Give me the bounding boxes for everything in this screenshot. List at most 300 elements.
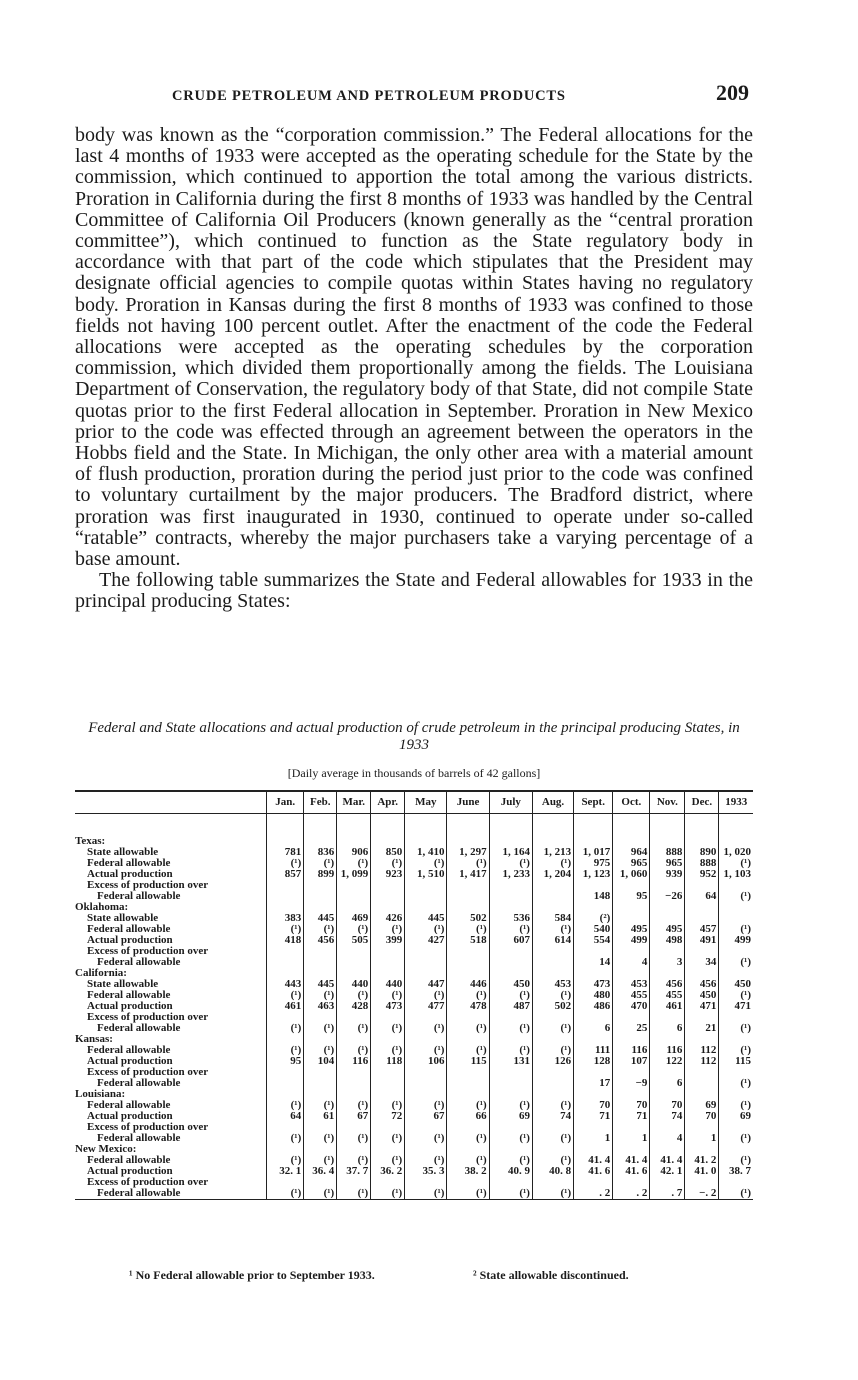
row-label: Actual production	[87, 935, 173, 946]
table-cell: (¹)	[532, 1133, 573, 1144]
table-cell: (¹)	[405, 858, 447, 869]
table-cell: (¹)	[304, 1045, 337, 1056]
column-header: May	[405, 791, 447, 814]
column-header: July	[489, 791, 532, 814]
column-header: Feb.	[304, 791, 337, 814]
table-cell	[304, 891, 337, 902]
row-label: Louisiana:	[75, 1089, 126, 1100]
column-header: Aug.	[532, 791, 573, 814]
table-cell: 14	[574, 957, 613, 968]
table-cell: 445	[405, 913, 447, 924]
table-cell: 71	[613, 1111, 650, 1122]
table-cell: 74	[650, 1111, 685, 1122]
table-cell: (¹)	[532, 1100, 573, 1111]
table-cell	[650, 902, 685, 913]
row-label: Actual production	[87, 1166, 173, 1177]
table-cell: 41. 4	[574, 1155, 613, 1166]
table-row	[75, 1089, 753, 1100]
table-cell	[532, 946, 573, 957]
table-cell: 1, 510	[405, 869, 447, 880]
table-cell: 41. 4	[613, 1155, 650, 1166]
table-cell	[337, 1067, 371, 1078]
table-cell	[304, 880, 337, 891]
table-cell	[304, 946, 337, 957]
table-row	[75, 1144, 753, 1155]
table-cell	[405, 1067, 447, 1078]
table-cell: 427	[405, 935, 447, 946]
table-cell: 607	[489, 935, 532, 946]
table-cell: (¹)	[267, 1155, 304, 1166]
table-row	[75, 979, 753, 990]
table-cell: (¹)	[489, 924, 532, 935]
table-cell: 426	[371, 913, 405, 924]
table-cell: 498	[650, 935, 685, 946]
table-cell	[337, 891, 371, 902]
table-cell	[405, 891, 447, 902]
table-row	[75, 891, 753, 902]
table-cell: 453	[532, 979, 573, 990]
table-cell: 857	[267, 869, 304, 880]
column-header-stub	[75, 791, 267, 814]
table-cell: (¹)	[371, 1023, 405, 1034]
table-cell: 1, 123	[574, 869, 613, 880]
table-cell: 38. 2	[447, 1166, 489, 1177]
table-cell: 1, 297	[447, 847, 489, 858]
page-number: 209	[716, 80, 749, 105]
row-label: Excess of production over	[87, 1067, 209, 1078]
table-cell	[489, 946, 532, 957]
table-cell: (¹)	[267, 1133, 304, 1144]
table-cell	[447, 1078, 489, 1089]
table-cell: 70	[650, 1100, 685, 1111]
table-cell: (¹)	[447, 990, 489, 1001]
table-cell: 499	[719, 935, 753, 946]
table-cell: 122	[650, 1056, 685, 1067]
row-label: State allowable	[87, 979, 159, 990]
column-header: Nov.	[650, 791, 685, 814]
row-label: Federal allowable	[97, 1188, 181, 1199]
table-cell: 35. 3	[405, 1166, 447, 1177]
table-cell: 95	[613, 891, 650, 902]
table-cell: 74	[532, 1111, 573, 1122]
table-cell	[685, 814, 719, 848]
table-cell: 67	[337, 1111, 371, 1122]
table-cell: 69	[719, 1111, 753, 1122]
table-cell: 1, 204	[532, 869, 573, 880]
column-header: Mar.	[337, 791, 371, 814]
row-label: Federal allowable	[87, 1045, 171, 1056]
table-cell: 554	[574, 935, 613, 946]
table-cell: (¹)	[532, 1023, 573, 1034]
table-cell: 1, 233	[489, 869, 532, 880]
table-cell: 455	[650, 990, 685, 1001]
table-cell: 536	[489, 913, 532, 924]
table-cell: (¹)	[719, 924, 753, 935]
table-cell: 1	[685, 1133, 719, 1144]
table-cell	[371, 880, 405, 891]
table-cell: (¹)	[371, 858, 405, 869]
table-cell: 106	[405, 1056, 447, 1067]
page-header	[0, 78, 858, 114]
table-cell: 36. 2	[371, 1166, 405, 1177]
table-cell	[371, 1067, 405, 1078]
table-cell: 477	[405, 1001, 447, 1012]
table-cell: 939	[650, 869, 685, 880]
table-row	[75, 1133, 753, 1144]
table-row	[75, 1023, 753, 1034]
table-cell	[337, 957, 371, 968]
table-row	[75, 902, 753, 913]
table-row	[75, 990, 753, 1001]
table-cell: 540	[574, 924, 613, 935]
table-cell: 505	[337, 935, 371, 946]
table-cell	[371, 946, 405, 957]
table-cell: 461	[650, 1001, 685, 1012]
table-cell: 584	[532, 913, 573, 924]
table-cell: (¹)	[405, 1155, 447, 1166]
row-label: Excess of production over	[87, 1177, 209, 1188]
table-cell	[489, 1067, 532, 1078]
table-cell: 131	[489, 1056, 532, 1067]
table-cell	[405, 880, 447, 891]
table-cell: 111	[574, 1045, 613, 1056]
table-cell: (¹)	[337, 1100, 371, 1111]
table-cell: (¹)	[371, 1155, 405, 1166]
column-header: Jan.	[267, 791, 304, 814]
table-cell: 1, 017	[574, 847, 613, 858]
table-cell: 1, 213	[532, 847, 573, 858]
table-cell: 456	[650, 979, 685, 990]
table-cell	[447, 1067, 489, 1078]
table-cell: 61	[304, 1111, 337, 1122]
table-cell: 418	[267, 935, 304, 946]
table-cell: (¹)	[405, 990, 447, 1001]
row-label: Actual production	[87, 1001, 173, 1012]
table-cell: 40. 8	[532, 1166, 573, 1177]
table-cell: 456	[304, 935, 337, 946]
table-header-row	[75, 791, 753, 814]
table-cell: (¹)	[304, 924, 337, 935]
table-row	[75, 1034, 753, 1045]
row-label: Texas:	[75, 835, 106, 847]
column-header: Oct.	[613, 791, 650, 814]
table-cell: 118	[371, 1056, 405, 1067]
table-cell: (¹)	[371, 990, 405, 1001]
table-cell	[447, 946, 489, 957]
table-cell: (¹)	[447, 1133, 489, 1144]
table-cell: 34	[685, 957, 719, 968]
table-cell: 107	[613, 1056, 650, 1067]
table-cell: 964	[613, 847, 650, 858]
table-cell	[532, 814, 573, 848]
table-cell: 469	[337, 913, 371, 924]
table-cell: (¹)	[267, 1023, 304, 1034]
table-cell: (¹)	[371, 1133, 405, 1144]
table-cell: 495	[650, 924, 685, 935]
table-cell: (¹)	[719, 1100, 753, 1111]
table-cell: (¹)	[337, 1045, 371, 1056]
table-cell: 440	[337, 979, 371, 990]
table-cell: 463	[304, 1001, 337, 1012]
table-cell	[447, 957, 489, 968]
table-cell: 906	[337, 847, 371, 858]
row-label: Excess of production over	[87, 1012, 209, 1023]
table-cell: (¹)	[719, 1155, 753, 1166]
table-row	[75, 869, 753, 880]
table-cell: (¹)	[304, 858, 337, 869]
table-cell: 64	[685, 891, 719, 902]
table-cell: . 2	[613, 1188, 650, 1200]
table-cell: 41. 2	[685, 1155, 719, 1166]
table-cell: (¹)	[371, 1188, 405, 1200]
table-cell: 70	[613, 1100, 650, 1111]
row-label: Federal allowable	[97, 891, 181, 902]
table-row	[75, 913, 753, 924]
table-cell	[532, 1078, 573, 1089]
table-cell: (¹)	[304, 1133, 337, 1144]
row-label: Excess of production over	[87, 946, 209, 957]
table-cell: (¹)	[489, 1023, 532, 1034]
table-body	[75, 814, 753, 1200]
table-cell: 850	[371, 847, 405, 858]
table-cell: (¹)	[447, 1155, 489, 1166]
table-cell	[685, 1067, 719, 1078]
table-cell: (¹)	[489, 1155, 532, 1166]
table-cell: (¹)	[337, 1133, 371, 1144]
row-label: Actual production	[87, 1056, 173, 1067]
table-cell: 41. 6	[613, 1166, 650, 1177]
table-cell: (¹)	[532, 1188, 573, 1200]
table-cell: (¹)	[447, 1045, 489, 1056]
table-row	[75, 1012, 753, 1023]
table-cell	[489, 957, 532, 968]
row-label: Excess of production over	[87, 1122, 209, 1133]
table-cell: 453	[613, 979, 650, 990]
table-cell	[267, 957, 304, 968]
table-cell: (¹)	[447, 1100, 489, 1111]
table-cell	[337, 1078, 371, 1089]
table-cell: 115	[719, 1056, 753, 1067]
table-cell: 1	[613, 1133, 650, 1144]
table-cell: (¹)	[337, 1188, 371, 1200]
table-cell	[489, 891, 532, 902]
table-cell: (¹)	[532, 1155, 573, 1166]
table-cell: 71	[574, 1111, 613, 1122]
table-cell: (¹)	[447, 1188, 489, 1200]
row-label: Federal allowable	[97, 957, 181, 968]
paragraph-2: The following table summarizes the State and Federal allowables for 1933 in the principal producing States:	[75, 569, 753, 613]
table-cell	[613, 814, 650, 848]
table-cell: (¹)	[337, 1023, 371, 1034]
table-cell: 6	[650, 1023, 685, 1034]
table-cell	[719, 902, 753, 913]
table-cell	[267, 1078, 304, 1089]
row-label: Federal allowable	[87, 1100, 171, 1111]
table-cell: 64	[267, 1111, 304, 1122]
table-cell: 36. 4	[304, 1166, 337, 1177]
table-cell: 128	[574, 1056, 613, 1067]
row-label: Federal allowable	[97, 1078, 181, 1089]
table-cell: 383	[267, 913, 304, 924]
table-cell: 72	[371, 1111, 405, 1122]
table-cell	[447, 880, 489, 891]
table-row	[75, 1078, 753, 1089]
table-cell: 69	[489, 1111, 532, 1122]
table-row	[75, 858, 753, 869]
table-cell	[405, 957, 447, 968]
table-cell: (¹)	[337, 990, 371, 1001]
table-cell: 614	[532, 935, 573, 946]
table-cell: (¹)	[447, 924, 489, 935]
table-cell: (¹)	[719, 1188, 753, 1200]
table-cell: 471	[685, 1001, 719, 1012]
table-cell: 443	[267, 979, 304, 990]
table-cell: (¹)	[447, 1023, 489, 1034]
table-cell: 3	[650, 957, 685, 968]
table-cell: 70	[685, 1111, 719, 1122]
table-row	[75, 924, 753, 935]
table-cell	[304, 814, 337, 848]
row-label: Federal allowable	[87, 990, 171, 1001]
table-cell: (¹)	[447, 858, 489, 869]
table-cell: 116	[650, 1045, 685, 1056]
table-row	[75, 1122, 753, 1133]
table-row	[75, 935, 753, 946]
table-cell: (¹)	[267, 1100, 304, 1111]
table-cell: (¹)	[371, 1100, 405, 1111]
row-label: Actual production	[87, 1111, 173, 1122]
table-cell: (¹)	[405, 1188, 447, 1200]
table-cell: 4	[613, 957, 650, 968]
table-cell: 491	[685, 935, 719, 946]
table-row	[75, 1045, 753, 1056]
table-cell: (¹)	[489, 858, 532, 869]
table-cell: 965	[650, 858, 685, 869]
table-cell: (¹)	[304, 990, 337, 1001]
table-cell: 495	[613, 924, 650, 935]
paragraph-1: body was known as the “corporation commission.” The Federal allocations for the last 4 months of 1933 were accepted as the operating schedule for the State by the commission, which continued to apportion the total among the various districts. Proration in California during the first 8 months of 1933 was handled by the Central Committee of California Oil Producers (known generally as the “central proration committee”), which continued to function as the State regulatory body in accordance with that part of the code which stipulates that the President may designate official agencies to compile quotas within States having no regulatory body. Proration in Kansas during the first 8 months of 1933 was confined to those fields not having 100 percent outlet. After the enactment of the code the Federal allocations were accepted as the operating schedules by the corporation commission, which divided them proportionally among the fields. The Louisiana Department of Conservation, the regulatory body of that State, did not compile State quotas prior to the first Federal allocation in September. Proration in New Mexico prior to the code was effected through an agreement between the operators in the Hobbs field and the State. In Michigan, the only other area with a material amount of flush production, proration during the period just prior to the code was confined to voluntary curtailment by the major producers. The Bradford district, where proration was first inaugurated in 1930, continued to operate under so-called “ratable” contracts, whereby the major purchasers take a varying percentage of a base amount.	[75, 124, 753, 571]
table-cell: (¹)	[267, 990, 304, 1001]
table-cell: 115	[447, 1056, 489, 1067]
table-cell: 104	[304, 1056, 337, 1067]
table-cell: 781	[267, 847, 304, 858]
table-cell	[574, 814, 613, 848]
table-cell: (¹)	[532, 1045, 573, 1056]
table-cell: 70	[574, 1100, 613, 1111]
table-cell: 890	[685, 847, 719, 858]
table-cell: 37. 7	[337, 1166, 371, 1177]
table-cell: 17	[574, 1078, 613, 1089]
table-cell: (¹)	[532, 858, 573, 869]
table-cell: 450	[719, 979, 753, 990]
table-cell: 38. 7	[719, 1166, 753, 1177]
table-cell	[337, 880, 371, 891]
table-cell: 499	[613, 935, 650, 946]
table-cell: (¹)	[405, 1133, 447, 1144]
table-cell: (¹)	[304, 1023, 337, 1034]
table-row	[75, 814, 753, 848]
table-cell	[304, 1078, 337, 1089]
row-label: California:	[75, 968, 127, 979]
table-cell: 6	[650, 1078, 685, 1089]
table-cell: 965	[613, 858, 650, 869]
table-cell: 21	[685, 1023, 719, 1034]
table-cell: 1, 417	[447, 869, 489, 880]
table-row	[75, 1001, 753, 1012]
table-cell: 116	[613, 1045, 650, 1056]
table-cell: (¹)	[719, 1023, 753, 1034]
table-cell	[405, 946, 447, 957]
table-cell: 457	[685, 924, 719, 935]
table-cell	[613, 902, 650, 913]
table-cell: 126	[532, 1056, 573, 1067]
table-cell: (¹)	[489, 1045, 532, 1056]
table-cell	[371, 957, 405, 968]
table-cell: (¹)	[267, 924, 304, 935]
row-label: Federal allowable	[87, 1155, 171, 1166]
table-caption: Federal and State allocations and actual production of crude petroleum in the principal producing States, in 1933	[88, 720, 740, 753]
table-cell: 428	[337, 1001, 371, 1012]
table-cell	[405, 1078, 447, 1089]
table-cell	[532, 1067, 573, 1078]
table-row	[75, 957, 753, 968]
table-cell: 450	[489, 979, 532, 990]
table-cell: 148	[574, 891, 613, 902]
table-cell: 66	[447, 1111, 489, 1122]
table-cell: 112	[685, 1045, 719, 1056]
column-header: Dec.	[685, 791, 719, 814]
table-cell: 952	[685, 869, 719, 880]
table-cell: (¹)	[405, 1045, 447, 1056]
table-cell: 112	[685, 1056, 719, 1067]
table-cell: (¹)	[267, 1045, 304, 1056]
table-cell: 41. 6	[574, 1166, 613, 1177]
table-cell: 888	[685, 858, 719, 869]
table-cell: 1, 410	[405, 847, 447, 858]
table-cell: (¹)	[405, 1100, 447, 1111]
table-cell: (¹)	[489, 1188, 532, 1200]
table-cell	[447, 891, 489, 902]
table-cell: 6	[574, 1023, 613, 1034]
table-cell: 1, 020	[719, 847, 753, 858]
allocations-table	[75, 790, 753, 1200]
row-label: Federal allowable	[97, 1133, 181, 1144]
footnote-1: ¹ No Federal allowable prior to September 1933.	[129, 1268, 375, 1282]
table-cell: 447	[405, 979, 447, 990]
table-cell: (¹)	[267, 858, 304, 869]
table-cell: 25	[613, 1023, 650, 1034]
table-cell: 399	[371, 935, 405, 946]
table-cell: 1, 164	[489, 847, 532, 858]
table-cell	[267, 946, 304, 957]
footnote-2: ² State allowable discontinued.	[473, 1268, 629, 1282]
table-cell	[371, 1078, 405, 1089]
table-cell: 95	[267, 1056, 304, 1067]
table-cell: 455	[613, 990, 650, 1001]
table-cell: 518	[447, 935, 489, 946]
table-cell: 4	[650, 1133, 685, 1144]
table-cell: 1	[574, 1133, 613, 1144]
table-cell: (¹)	[719, 1133, 753, 1144]
table-cell: 116	[337, 1056, 371, 1067]
table-cell: 67	[405, 1111, 447, 1122]
table-cell: (¹)	[489, 990, 532, 1001]
table-cell: 888	[650, 847, 685, 858]
table-cell: 486	[574, 1001, 613, 1012]
table-cell: (¹)	[532, 990, 573, 1001]
table-cell	[304, 957, 337, 968]
table-row	[75, 1056, 753, 1067]
